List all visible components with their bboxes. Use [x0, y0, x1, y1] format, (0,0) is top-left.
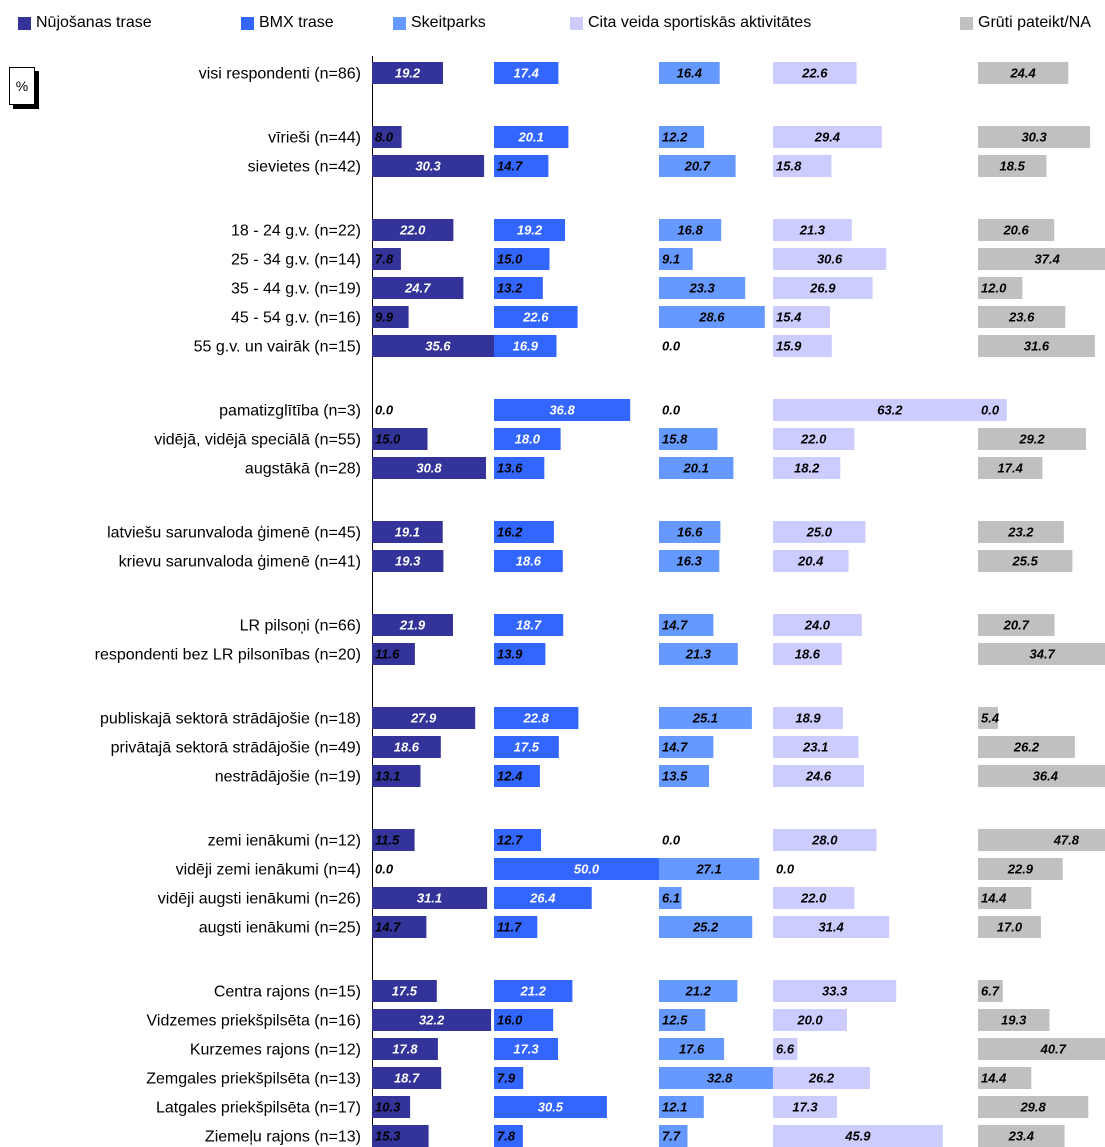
- data-label: 22.0: [801, 890, 827, 906]
- unit-label: %: [9, 67, 35, 105]
- data-label: 16.9: [512, 338, 538, 354]
- data-label: 7.8: [375, 251, 394, 267]
- data-label: 17.5: [513, 739, 540, 755]
- data-label: 9.1: [662, 251, 681, 267]
- data-label: 6.1: [662, 890, 681, 906]
- data-label: 14.7: [662, 739, 688, 755]
- data-label: 23.6: [1009, 309, 1035, 325]
- category-label: Latgales priekšpilsēta (n=17): [155, 1099, 361, 1117]
- data-label: 21.2: [685, 983, 711, 999]
- data-label: 20.7: [684, 158, 710, 174]
- data-label: 22.0: [400, 222, 426, 238]
- data-label: 31.4: [818, 919, 844, 935]
- data-label: 17.6: [678, 1041, 705, 1057]
- data-label: 9.9: [375, 309, 394, 325]
- data-label: 14.7: [375, 919, 401, 935]
- legend-label: Cita veida sportiskās aktivitātes: [588, 14, 812, 31]
- data-label: 31.1: [416, 890, 443, 906]
- data-label: 12.5: [662, 1012, 688, 1028]
- data-label: 20.1: [518, 129, 544, 145]
- data-label: 47.8: [1053, 832, 1080, 848]
- data-label: 30.6: [816, 251, 843, 267]
- data-label: 22.6: [802, 65, 828, 81]
- data-label: 25.0: [806, 524, 832, 540]
- data-label: 15.0: [375, 431, 401, 447]
- data-label: 21.3: [799, 222, 826, 238]
- data-label: 22.8: [523, 710, 549, 726]
- bar: [978, 829, 1105, 851]
- data-label: 45.9: [845, 1128, 871, 1144]
- data-label: 12.1: [662, 1099, 688, 1115]
- data-label: 22.9: [1007, 861, 1034, 877]
- data-label: 18.7: [393, 1070, 420, 1086]
- data-label: 18.2: [794, 460, 820, 476]
- data-label: 11.5: [375, 832, 400, 848]
- data-label: 18.7: [515, 617, 542, 633]
- category-label: Zemgales priekšpilsēta (n=13): [146, 1070, 361, 1088]
- data-label: 32.2: [418, 1012, 445, 1028]
- category-label: vīrieši (n=44): [268, 129, 361, 147]
- data-label: 22.0: [801, 431, 827, 447]
- data-label: 20.0: [797, 1012, 823, 1028]
- data-label: 17.3: [792, 1099, 818, 1115]
- data-label: 7.8: [497, 1128, 516, 1144]
- data-label: 13.1: [375, 768, 401, 784]
- data-label: 31.6: [1023, 338, 1050, 354]
- data-label: 37.4: [1034, 251, 1060, 267]
- data-label: 0.0: [776, 861, 795, 877]
- data-label: 11.7: [497, 919, 522, 935]
- data-label: 0.0: [375, 861, 394, 877]
- data-label: 14.4: [981, 1070, 1007, 1086]
- data-label: 30.3: [415, 158, 441, 174]
- category-label: vidējā, vidējā speciālā (n=55): [154, 431, 361, 449]
- category-label: augstākā (n=28): [244, 460, 361, 478]
- data-label: 14.4: [981, 890, 1007, 906]
- data-label: 17.5: [391, 983, 418, 999]
- data-label: 20.4: [798, 553, 824, 569]
- data-label: 12.2: [662, 129, 688, 145]
- data-label: 17.4: [513, 65, 539, 81]
- data-label: 13.9: [497, 646, 523, 662]
- data-label: 16.8: [677, 222, 703, 238]
- data-label: 0.0: [662, 832, 681, 848]
- data-label: 18.6: [794, 646, 821, 662]
- data-label: 6.7: [981, 983, 1000, 999]
- data-label: 24.6: [805, 768, 832, 784]
- data-label: 5.4: [981, 710, 1000, 726]
- data-label: 20.7: [1003, 617, 1029, 633]
- data-label: 15.8: [662, 431, 688, 447]
- data-label: 26.2: [1013, 739, 1040, 755]
- data-label: 15.4: [776, 309, 802, 325]
- category-label: Vidzemes priekšpilsēta (n=16): [146, 1012, 361, 1030]
- category-label: vidēji augsti ienākumi (n=26): [157, 890, 361, 908]
- category-label: respondenti bez LR pilsonības (n=20): [94, 646, 361, 664]
- data-label: 30.5: [537, 1099, 564, 1115]
- data-label: 14.7: [497, 158, 523, 174]
- data-label: 24.4: [1010, 65, 1036, 81]
- category-label: Ziemeļu rajons (n=13): [204, 1128, 361, 1146]
- data-label: 27.1: [696, 861, 722, 877]
- data-label: 16.3: [676, 553, 702, 569]
- data-label: 17.3: [513, 1041, 539, 1057]
- legend-label: Nūjošanas trase: [36, 14, 152, 31]
- data-label: 23.3: [689, 280, 715, 296]
- data-label: 18.0: [514, 431, 540, 447]
- data-label: 15.9: [776, 338, 802, 354]
- data-label: 20.6: [1003, 222, 1029, 238]
- data-label: 0.0: [662, 402, 681, 418]
- data-label: 12.7: [497, 832, 523, 848]
- data-label: 8.0: [375, 129, 394, 145]
- data-label: 18.9: [795, 710, 821, 726]
- data-label: 19.2: [516, 222, 543, 238]
- data-label: 22.6: [523, 309, 549, 325]
- data-label: 19.1: [394, 524, 420, 540]
- data-label: 24.0: [804, 617, 831, 633]
- data-label: 35.6: [425, 338, 451, 354]
- data-label: 12.4: [497, 768, 523, 784]
- data-label: 13.5: [662, 768, 688, 784]
- data-label: 21.2: [520, 983, 546, 999]
- data-label: 32.8: [707, 1070, 733, 1086]
- legend-label: Grūti pateikt/NA: [978, 14, 1091, 31]
- data-label: 36.4: [1032, 768, 1058, 784]
- data-label: 7.7: [662, 1128, 681, 1144]
- data-label: 18.5: [999, 158, 1025, 174]
- data-label: 0.0: [375, 402, 394, 418]
- category-label: vidēji zemi ienākumi (n=4): [175, 861, 361, 879]
- data-label: 19.3: [395, 553, 421, 569]
- data-label: 21.3: [685, 646, 712, 662]
- data-label: 13.6: [497, 460, 523, 476]
- data-label: 26.9: [810, 280, 836, 296]
- data-label: 19.3: [1001, 1012, 1027, 1028]
- data-label: 40.7: [1040, 1041, 1066, 1057]
- category-label: publiskajā sektorā strādājošie (n=18): [99, 710, 361, 728]
- data-label: 26.2: [808, 1070, 835, 1086]
- data-label: 16.0: [497, 1012, 523, 1028]
- data-label: 21.9: [399, 617, 426, 633]
- category-label: zemi ienākumi (n=12): [207, 832, 361, 850]
- data-label: 27.9: [410, 710, 437, 726]
- data-label: 29.8: [1020, 1099, 1046, 1115]
- data-label: 50.0: [573, 861, 600, 877]
- category-label: LR pilsoņi (n=66): [239, 617, 361, 635]
- data-label: 28.0: [812, 832, 838, 848]
- data-label: 12.0: [981, 280, 1007, 296]
- data-label: 15.3: [375, 1128, 401, 1144]
- category-label: Kurzemes rajons (n=12): [189, 1041, 361, 1059]
- data-label: 0.0: [981, 402, 1000, 418]
- data-label: 34.7: [1029, 646, 1055, 662]
- data-label: 19.2: [394, 65, 421, 81]
- category-label: pamatizglītība (n=3): [219, 402, 361, 420]
- category-label: privātajā sektorā strādājošie (n=49): [110, 739, 361, 757]
- category-label: 55 g.v. un vairāk (n=15): [193, 338, 361, 356]
- data-label: 17.8: [392, 1041, 418, 1057]
- data-label: 23.4: [1008, 1128, 1034, 1144]
- data-label: 20.1: [683, 460, 709, 476]
- legend-label: BMX trase: [259, 14, 334, 31]
- category-label: 45 - 54 g.v. (n=16): [231, 309, 361, 327]
- data-label: 30.8: [416, 460, 442, 476]
- data-label: 7.9: [497, 1070, 516, 1086]
- category-label: visi respondenti (n=86): [198, 65, 361, 83]
- category-label: sievietes (n=42): [247, 158, 361, 176]
- data-label: 17.4: [997, 460, 1023, 476]
- data-label: 25.1: [692, 710, 719, 726]
- category-label: 35 - 44 g.v. (n=19): [231, 280, 361, 298]
- category-label: nestrādājošie (n=19): [214, 768, 361, 786]
- category-label: 18 - 24 g.v. (n=22): [231, 222, 361, 240]
- data-label: 25.5: [1012, 553, 1038, 569]
- data-label: 63.2: [877, 402, 903, 418]
- category-label: Centra rajons (n=15): [213, 983, 361, 1001]
- data-label: 13.2: [497, 280, 523, 296]
- data-label: 24.7: [405, 280, 431, 296]
- data-label: 28.6: [699, 309, 725, 325]
- data-label: 26.4: [530, 890, 556, 906]
- data-label: 29.2: [1019, 431, 1045, 447]
- category-label: krievu sarunvaloda ģimenē (n=41): [118, 553, 361, 571]
- data-label: 17.0: [996, 919, 1023, 935]
- data-label: 23.1: [803, 739, 829, 755]
- data-label: 14.7: [662, 617, 688, 633]
- data-label: 16.4: [676, 65, 702, 81]
- data-label: 33.3: [821, 983, 848, 999]
- data-label: 36.8: [549, 402, 575, 418]
- data-label: 6.6: [776, 1041, 795, 1057]
- data-label: 11.6: [375, 646, 400, 662]
- category-label: latviešu sarunvaloda ģimenē (n=45): [107, 524, 361, 542]
- data-label: 23.2: [1008, 524, 1034, 540]
- data-label: 18.6: [393, 739, 420, 755]
- data-label: 25.2: [692, 919, 719, 935]
- data-label: 29.4: [814, 129, 841, 145]
- data-label: 15.0: [497, 251, 523, 267]
- data-label: 16.2: [497, 524, 523, 540]
- data-label: 30.3: [1021, 129, 1047, 145]
- category-label: 25 - 34 g.v. (n=14): [231, 251, 361, 269]
- category-label: augsti ienākumi (n=25): [198, 919, 361, 937]
- data-label: 18.6: [515, 553, 542, 569]
- data-label: 0.0: [662, 338, 681, 354]
- data-label: 15.8: [776, 158, 802, 174]
- data-label: 10.3: [375, 1099, 401, 1115]
- legend-label: Skeitparks: [411, 14, 486, 31]
- data-label: 16.6: [677, 524, 703, 540]
